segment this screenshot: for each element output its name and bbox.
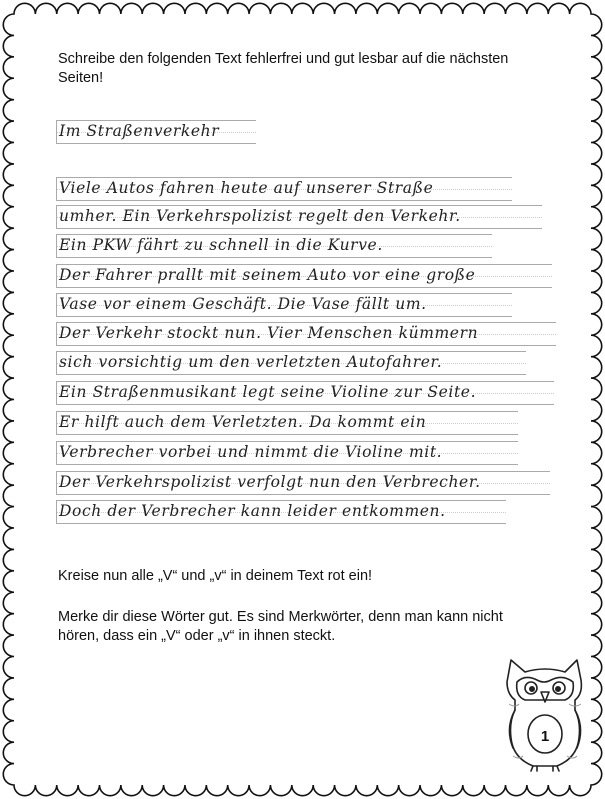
handwriting-line: Ein Straßenmusikant legt seine Violine zur Seite. [56,381,554,405]
handwriting-line: Viele Autos fahren heute auf unserer Straße [56,177,512,201]
title-line [56,120,256,144]
writing-instruction: Schreibe den folgenden Text fehlerfrei und gut lesbar auf die nächsten Seiten! [58,51,509,86]
circle-instruction: Kreise nun alle „V“ und „v“ in deinem Text rot ein! [58,568,373,584]
story-title: Im Straßenverkehr [59,122,220,140]
memo-instruction: Merke dir diese Wörter gut. Es sind Merkwörter, denn man kann nicht hören, dass ein „V“ oder „v“ in ihnen steckt. [58,609,503,644]
handwriting-line: Der Verkehrspolizist verfolgt nun den Verbrecher. [56,471,550,495]
handwriting-line: Der Verkehr stockt nun. Vier Menschen kümmern [56,322,556,346]
handwriting-line: Er hilft auch dem Verletzten. Da kommt ein [56,411,518,435]
page-number: 1 [540,728,550,745]
handwriting-line: Verbrecher vorbei und nimmt die Violine mit. [56,441,518,465]
owl-illustration [503,652,585,772]
handwriting-line: umher. Ein Verkehrspolizist regelt den Verkehr. [56,205,542,229]
handwriting-line: Doch der Verbrecher kann leider entkommen. [56,500,506,524]
handwriting-line: sich vorsichtig um den verletzten Autofahrer. [56,351,526,375]
handwriting-line: Ein PKW fährt zu schnell in die Kurve. [56,234,492,258]
handwriting-line: Vase vor einem Geschäft. Die Vase fällt um. [56,293,512,317]
handwriting-line: Der Fahrer prallt mit seinem Auto vor eine große [56,264,552,288]
